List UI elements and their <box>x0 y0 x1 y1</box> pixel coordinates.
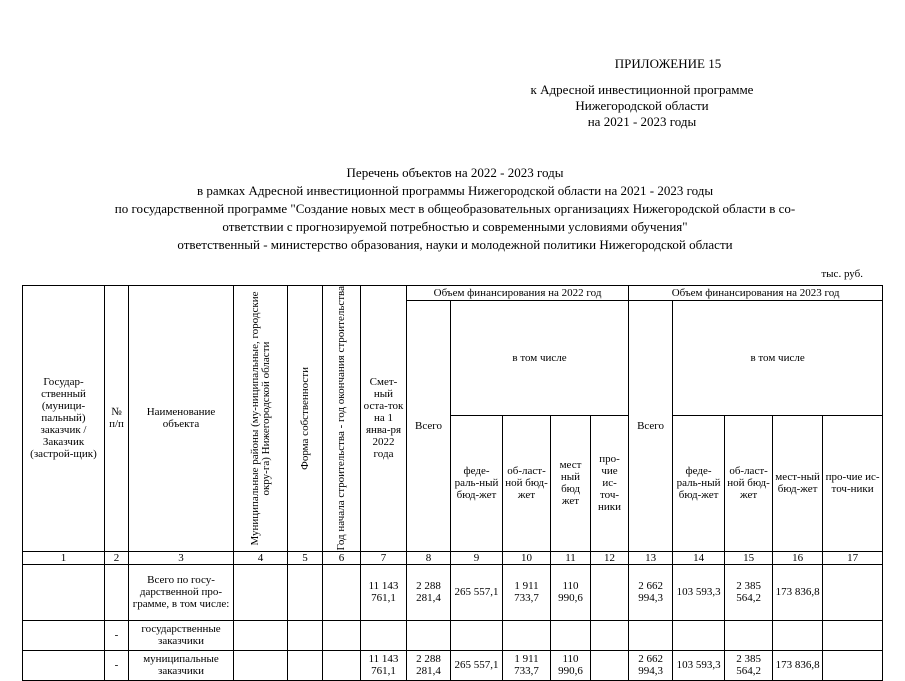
row-number <box>105 564 129 620</box>
row-number: - <box>105 620 129 650</box>
appendix-line-2: Нижегородской области <box>575 98 709 113</box>
cell-estimate: 11 143 761,1 <box>361 650 407 680</box>
heading-line-3: по государственной программе "Создание новых мест в общеобразовательных организациях Нижегородской области в со- <box>114 201 796 216</box>
header-fed-2023: феде-раль-ный бюд-жет <box>673 415 725 551</box>
column-number: 11 <box>551 551 591 564</box>
header-loc-2023: мест-ный бюд-жет <box>773 415 823 551</box>
appendix-line-3: на 2021 - 2023 годы <box>587 114 697 129</box>
column-number: 8 <box>407 551 451 564</box>
row-number: - <box>105 650 129 680</box>
cell-fed-2023: 103 593,3 <box>673 650 725 680</box>
header-other-2022: про-чие ис-точ-ники <box>591 415 629 551</box>
column-number: 4 <box>234 551 288 564</box>
header-district <box>234 286 288 552</box>
column-number: 16 <box>773 551 823 564</box>
cell-reg-2022: 1 911 733,7 <box>503 650 551 680</box>
column-number: 6 <box>323 551 361 564</box>
objects-table <box>22 285 883 681</box>
column-number: 5 <box>288 551 323 564</box>
cell-total-2023: 2 662 994,3 <box>629 564 673 620</box>
heading-line-5: ответственный - министерство образования, науки и молодежной политики Нижегородской области <box>177 237 733 252</box>
header-fed-2022: феде-раль-ный бюд-жет <box>451 415 503 551</box>
header-total-2022: Всего <box>407 301 451 552</box>
cell-loc-2022: 110 990,6 <box>551 564 591 620</box>
cell-reg-2022 <box>503 620 551 650</box>
cell-loc-2022 <box>551 620 591 650</box>
document-heading <box>40 164 870 254</box>
header-total-2023: Всего <box>629 301 673 552</box>
cell-other-2023 <box>823 564 883 620</box>
table-row-total <box>23 564 883 620</box>
cell-estimate <box>361 620 407 650</box>
row-name: Всего по госу-дарственной про-грамме, в том числе: <box>129 564 234 620</box>
header-years <box>323 286 361 552</box>
column-number: 2 <box>105 551 129 564</box>
column-number: 1 <box>23 551 105 564</box>
column-number: 15 <box>725 551 773 564</box>
cell-fed-2023 <box>673 620 725 650</box>
table-row-state <box>23 620 883 650</box>
cell-other-2023 <box>823 650 883 680</box>
column-number: 17 <box>823 551 883 564</box>
cell-total-2022: 2 288 281,4 <box>407 564 451 620</box>
cell-reg-2023: 2 385 564,2 <box>725 650 773 680</box>
cell-reg-2022: 1 911 733,7 <box>503 564 551 620</box>
cell-loc-2023: 173 836,8 <box>773 564 823 620</box>
appendix-line-1: к Адресной инвестиционной программе <box>530 82 754 97</box>
row-name: государственные заказчики <box>129 620 234 650</box>
table-row-municipal <box>23 650 883 680</box>
cell-fed-2023: 103 593,3 <box>673 564 725 620</box>
header-incl-2022: в том числе <box>451 301 629 416</box>
cell-other-2022 <box>591 564 629 620</box>
header-district-text: Муниципальные районы (му-ниципальные, городские окру-га) Нижегородской области <box>248 291 272 546</box>
cell-reg-2023: 2 385 564,2 <box>725 564 773 620</box>
header-ownership <box>288 286 323 552</box>
heading-line-4: ответствии с прогнозируемой потребностью и современными условиями обучения" <box>222 219 688 234</box>
header-object-name: Наименование объекта <box>129 286 234 552</box>
column-number: 10 <box>503 551 551 564</box>
cell-estimate: 11 143 761,1 <box>361 564 407 620</box>
header-customer: Государ-ственный (муници-пальный) заказчик / Заказчик (застрой-щик) <box>23 286 105 552</box>
cell-loc-2023: 173 836,8 <box>773 650 823 680</box>
heading-line-2: в рамках Адресной инвестиционной программы Нижегородской области на 2021 - 2023 годы <box>196 183 714 198</box>
cell-loc-2023 <box>773 620 823 650</box>
cell-reg-2023 <box>725 620 773 650</box>
cell-fed-2022: 265 557,1 <box>451 650 503 680</box>
header-fin-2022: Объем финансирования на 2022 год <box>407 286 629 301</box>
header-incl-2023: в том числе <box>673 301 883 416</box>
header-number: № п/п <box>105 286 129 552</box>
column-number: 13 <box>629 551 673 564</box>
appendix-subtitle <box>492 82 792 130</box>
column-number: 3 <box>129 551 234 564</box>
appendix-title: ПРИЛОЖЕНИЕ 15 <box>614 56 722 71</box>
cell-total-2022 <box>407 620 451 650</box>
column-number: 14 <box>673 551 725 564</box>
cell-fed-2022: 265 557,1 <box>451 564 503 620</box>
cell-loc-2022: 110 990,6 <box>551 650 591 680</box>
cell-total-2023: 2 662 994,3 <box>629 650 673 680</box>
units-label: тыс. руб. <box>821 268 863 280</box>
cell-total-2022: 2 288 281,4 <box>407 650 451 680</box>
header-reg-2023: об-ласт-ной бюд-жет <box>725 415 773 551</box>
cell-other-2023 <box>823 620 883 650</box>
header-ownership-text: Форма собственности <box>298 366 311 470</box>
header-estimate: Смет-ный оста-ток на 1 янва-ря 2022 года <box>361 286 407 552</box>
column-number: 12 <box>591 551 629 564</box>
heading-line-1: Перечень объектов на 2022 - 2023 годы <box>346 165 564 180</box>
column-number: 7 <box>361 551 407 564</box>
header-reg-2022: об-ласт-ной бюд-жет <box>503 415 551 551</box>
column-number-row <box>23 551 883 564</box>
cell-other-2022 <box>591 650 629 680</box>
header-loc-2022: мест ный бюд жет <box>551 415 591 551</box>
cell-fed-2022 <box>451 620 503 650</box>
header-fin-2023: Объем финансирования на 2023 год <box>629 286 883 301</box>
cell-total-2023 <box>629 620 673 650</box>
header-other-2023: про-чие ис-точ-ники <box>823 415 883 551</box>
row-name: муниципальные заказчики <box>129 650 234 680</box>
column-number: 9 <box>451 551 503 564</box>
header-years-text: Год начала строительства - год окончания строительства <box>335 286 347 551</box>
cell-other-2022 <box>591 620 629 650</box>
